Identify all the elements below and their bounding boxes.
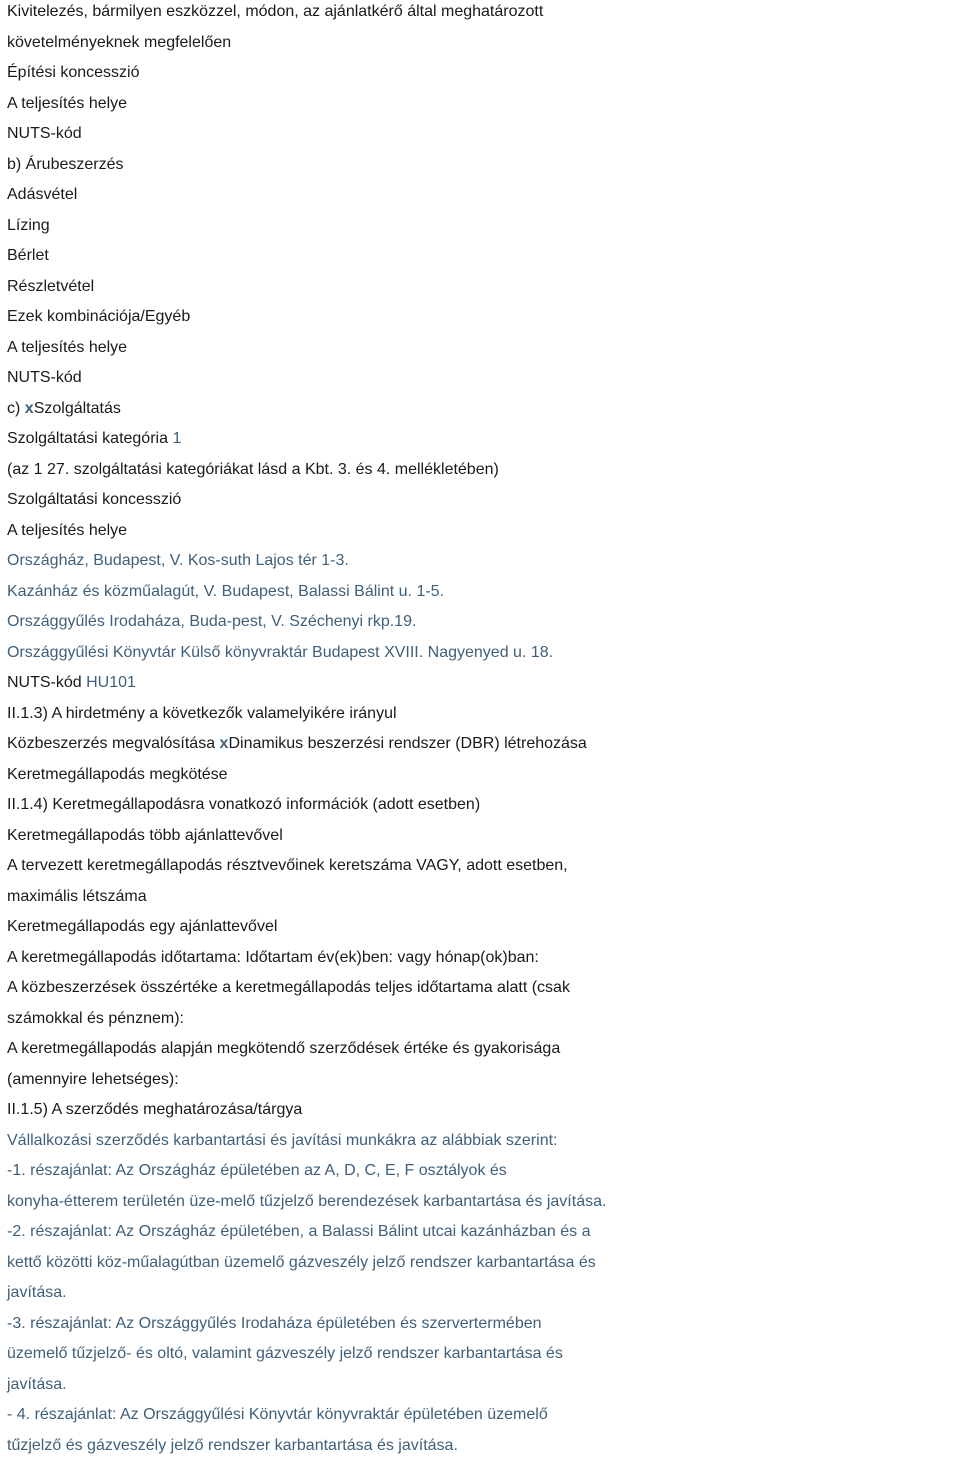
lot-line: -1. részajánlat: Az Országház épületében az A, D, C, E, F osztályok és: [7, 1162, 507, 1179]
subject-line: Vállalkozási szerződés karbantartási és javítási munkákra az alábbiak szerint:: [7, 1131, 558, 1149]
text-line: Keretmegállapodás több ajánlattevővel: [7, 826, 283, 844]
location-line: Országgyűlés Irodaháza, Buda-pest, V. Széchenyi rkp.19.: [7, 613, 417, 630]
lot-line: -3. részajánlat: Az Országgyűlés Irodaháza épületében és szervertermében: [7, 1314, 542, 1332]
text-line: Szolgáltatási koncesszió: [7, 491, 182, 508]
text-fragment: Szolgáltatási kategória: [7, 430, 173, 447]
text-line: Bérlet: [7, 247, 49, 264]
text-line: (az 1 27. szolgáltatási kategóriákat lásd a Kbt. 3. és 4. mellékletében): [7, 460, 499, 478]
text-line: A teljesítés helye: [7, 338, 128, 356]
text-line: Építési koncesszió: [7, 64, 140, 81]
selected-mark: x: [219, 735, 229, 752]
text-line: Keretmegállapodás egy ajánlattevővel: [7, 918, 278, 935]
text-line: A tervezett keretmegállapodás résztvevőinek keretszáma VAGY, adott esetben,: [7, 857, 568, 874]
nuts-code-value: HU101: [86, 674, 136, 691]
text-line: A teljesítés helye: [7, 94, 128, 112]
text-line: [7, 729, 956, 760]
text-line: NUTS-kód: [7, 125, 82, 142]
text-line: Részletvétel: [7, 277, 95, 295]
text-line: A keretmegállapodás időtartama: Időtartam év(ek)ben: vagy hónap(ok)ban:: [7, 948, 539, 966]
text-line: NUTS-kód: [7, 369, 82, 386]
section-heading: II.1.4) Keretmegállapodásra vonatkozó információk (adott esetben): [7, 796, 481, 813]
text-fragment: c): [7, 399, 25, 417]
text-line: Ezek kombinációja/Egyéb: [7, 308, 191, 325]
text-line: A keretmegállapodás alapján megkötendő szerződések értéke és gyakorisága: [7, 1040, 561, 1057]
location-line: Országgyűlési Könyvtár Külső könyvraktár Budapest XVIII. Nagyenyed u. 18.: [7, 643, 554, 661]
text-fragment: Dinamikus beszerzési rendszer (DBR) létrehozása: [228, 735, 587, 752]
text-line: Lízing: [7, 216, 50, 234]
text-fragment: NUTS-kód: [7, 674, 87, 691]
section-heading: [7, 394, 956, 425]
lot-line: kettő közötti köz-műalagútban üzemelő gázveszély jelző rendszer karbantartása és: [7, 1253, 596, 1271]
text-fragment: Közbeszerzés megvalósítása: [7, 735, 220, 752]
text-line: Keretmegállapodás megkötése: [7, 765, 228, 783]
text-line: számokkal és pénznem):: [7, 1009, 184, 1027]
lot-line: tűzjelző és gázveszély jelző rendszer karbantartása és javítása.: [7, 1436, 458, 1454]
lot-line: - 4. részajánlat: Az Országgyűlési Könyvtár könyvraktár épületében üzemelő: [7, 1406, 548, 1423]
text-line: [7, 668, 956, 699]
lot-line: üzemelő tűzjelző- és oltó, valamint gázveszély jelző rendszer karbantartása és: [7, 1345, 563, 1362]
section-heading: b) Árubeszerzés: [7, 155, 124, 173]
text-fragment: Szolgáltatás: [33, 399, 121, 417]
category-value: 1: [172, 430, 182, 447]
section-heading: II.1.5) A szerződés meghatározása/tárgya: [7, 1101, 303, 1118]
text-line: Adásvétel: [7, 186, 78, 203]
text-line: A teljesítés helye: [7, 521, 128, 539]
selected-mark: x: [24, 399, 34, 417]
location-line: Országház, Budapest, V. Kos-suth Lajos tér 1-3.: [7, 552, 349, 569]
text-line: (amennyire lehetséges):: [7, 1070, 179, 1088]
lot-line: konyha-étterem területén üze-melő tűzjelző berendezések karbantartása és javítása.: [7, 1192, 607, 1210]
text-line: [7, 424, 956, 455]
lot-line: javítása.: [7, 1375, 67, 1393]
lot-line: -2. részajánlat: Az Országház épületében, a Balassi Bálint utcai kazánházban és a: [7, 1223, 591, 1240]
location-line: Kazánház és közműalagút, V. Budapest, Balassi Bálint u. 1-5.: [7, 582, 445, 600]
lot-line: javítása.: [7, 1284, 67, 1301]
section-heading: II.1.3) A hirdetmény a következők valamelyikére irányul: [7, 704, 397, 722]
text-line: A közbeszerzések összértéke a keretmegállapodás teljes időtartama alatt (csak: [7, 979, 570, 996]
text-line: maximális létszáma: [7, 887, 147, 905]
text-line: Kivitelezés, bármilyen eszközzel, módon, az ajánlatkérő által meghatározott: [7, 3, 544, 20]
text-line: követelményeknek megfelelően: [7, 33, 232, 51]
